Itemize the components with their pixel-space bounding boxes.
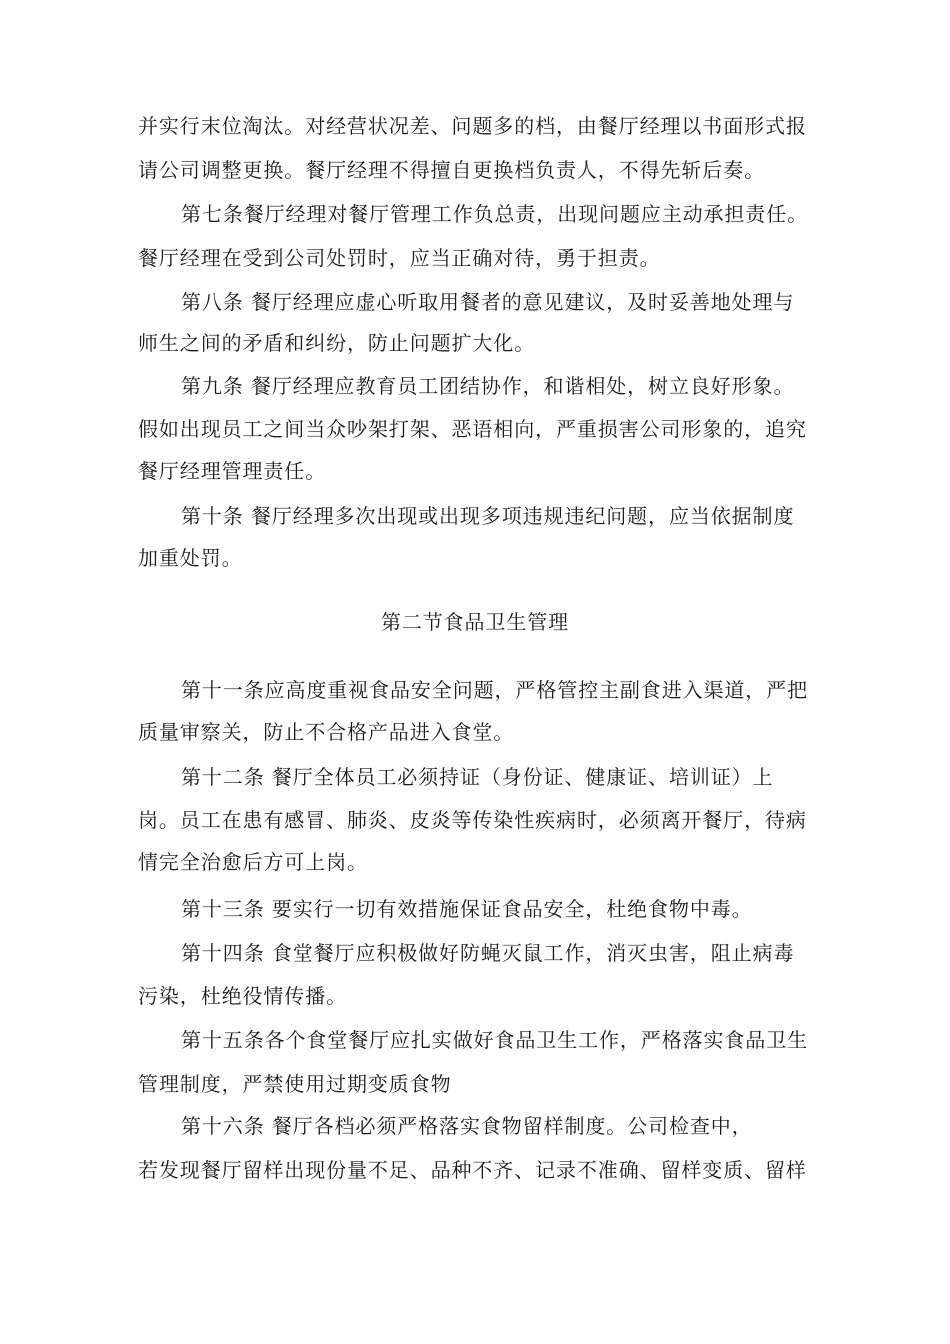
article-7-line: 第七条餐厅经理对餐厅管理工作负总责，出现问题应主动承担责任。	[181, 202, 808, 226]
body-line: 加重处罚。	[138, 546, 243, 570]
body-line: 请公司调整更换。餐厅经理不得擅自更换档负责人，不得先斩后奏。	[138, 158, 765, 182]
section-title: 第二节食品卫生管理	[380, 610, 570, 634]
body-line: 若发现餐厅留样出现份量不足、品种不齐、记录不准确、留样变质、留样	[138, 1158, 807, 1182]
body-line: 师生之间的矛盾和纠纷，防止问题扩大化。	[138, 331, 536, 355]
article-10-line: 第十条 餐厅经理多次出现或出现多项违规违纪问题，应当依据制度	[181, 504, 795, 528]
body-line: 情完全治愈后方可上岗。	[138, 850, 368, 874]
article-8-line: 第八条 餐厅经理应虚心听取用餐者的意见建议，及时妥善地处理与	[181, 290, 795, 314]
body-line: 污染，杜绝役情传播。	[138, 984, 347, 1008]
article-13-line: 第十三条 要实行一切有效措施保证食品安全，杜绝食物中毒。	[181, 897, 753, 921]
body-line: 岗。员工在患有感冒、肺炎、皮炎等传染性疾病时，必须离开餐厅，待病	[138, 808, 807, 832]
body-line: 假如出现员工之间当众吵架打架、恶语相向，严重损害公司形象的，追究	[138, 417, 807, 441]
article-12-line: 第十二条 餐厅全体员工必须持证（身份证、健康证、培训证）上	[181, 765, 774, 789]
article-14-line: 第十四条 食堂餐厅应积极做好防蝇灭鼠工作，消灭虫害，阻止病毒	[181, 941, 795, 965]
body-line: 餐厅经理在受到公司处罚时，应当正确对待，勇于担责。	[138, 246, 661, 270]
body-line: 管理制度，严禁使用过期变质食物	[138, 1072, 452, 1096]
article-15-line: 第十五条各个食堂餐厅应扎实做好食品卫生工作，严格落实食品卫生	[181, 1028, 808, 1052]
article-11-line: 第十一条应高度重视食品安全问题，严格管控主副食进入渠道，严把	[181, 678, 808, 702]
article-9-line: 第九条 餐厅经理应教育员工团结协作，和谐相处，树立良好形象。	[181, 374, 795, 398]
article-16-line: 第十六条 餐厅各档必须严格落实食物留样制度。公司检查中，	[181, 1114, 753, 1138]
body-line: 并实行末位淘汰。对经营状况差、问题多的档，由餐厅经理以书面形式报	[138, 114, 807, 138]
body-line: 餐厅经理管理责任。	[138, 459, 327, 483]
body-line: 质量审察关，防止不合格产品进入食堂。	[138, 720, 515, 744]
